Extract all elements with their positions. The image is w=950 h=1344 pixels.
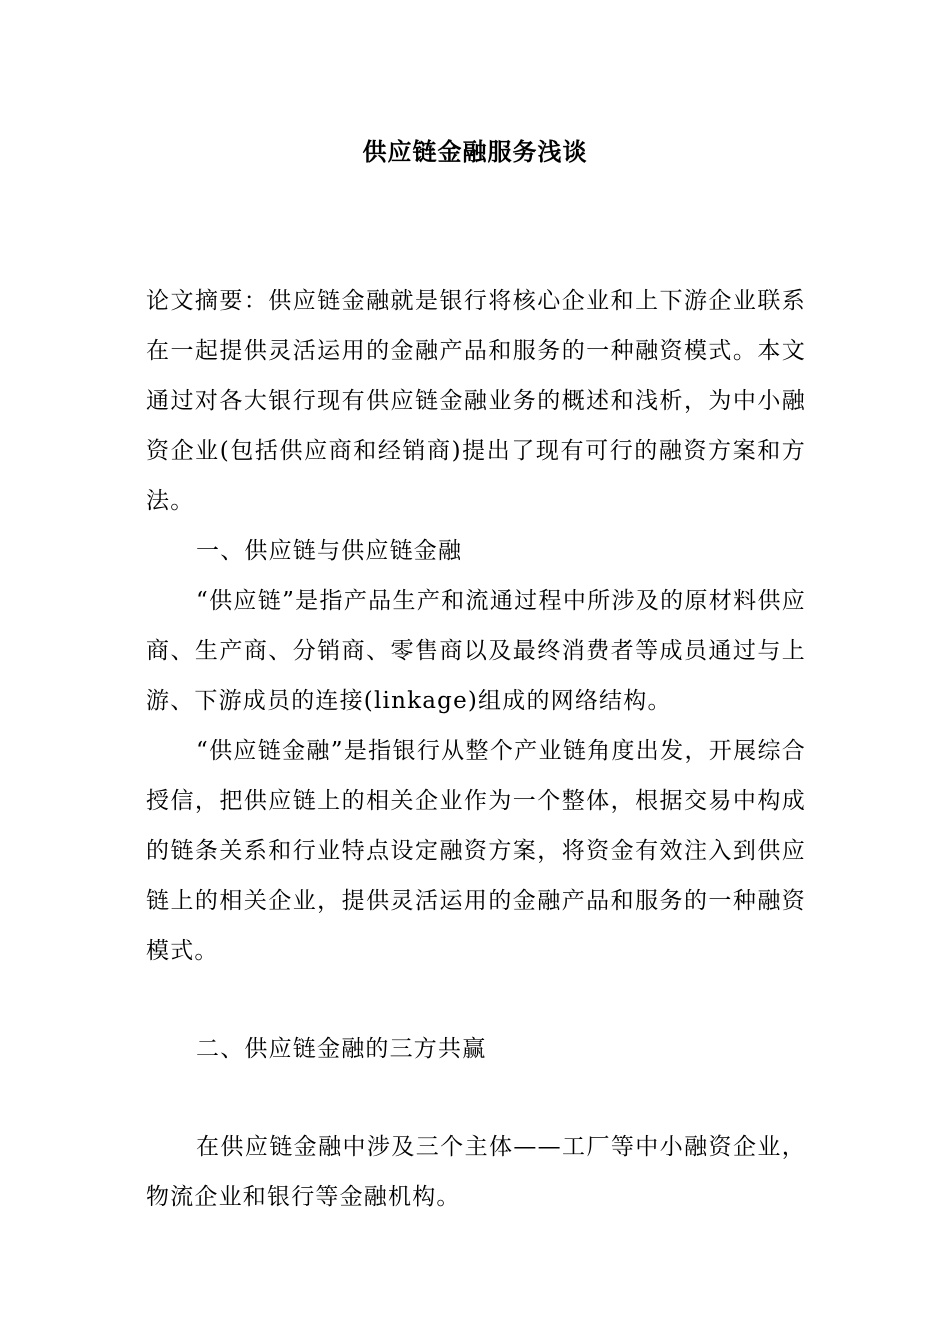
- document-title: 供应链金融服务浅谈: [362, 138, 588, 166]
- section-2-paragraph-1: 在供应链金融中涉及三个主体——工厂等中小融资企业，物流企业和银行等金融机构。: [146, 1134, 806, 1210]
- section-1-heading: 一、供应链与供应链金融: [196, 538, 463, 564]
- abstract-paragraph: 论文摘要：供应链金融就是银行将核心企业和上下游企业联系在一起提供灵活运用的金融产品和服务的一种融资模式。本文通过对各大银行现有供应链金融业务的概述和浅析，为中小融资企业(包括供应商和经销商)提出了现有可行的融资方案和方法。: [146, 288, 806, 514]
- section-1-paragraph-1: “供应链”是指产品生产和流通过程中所涉及的原材料供应商、生产商、分销商、零售商以及最终消费者等成员通过与上游、下游成员的连接(linkage)组成的网络结构。: [146, 588, 806, 714]
- section-1-paragraph-2: “供应链金融”是指银行从整个产业链角度出发，开展综合授信，把供应链上的相关企业作为一个整体，根据交易中构成的链条关系和行业特点设定融资方案，将资金有效注入到供应链上的相关企业，提供灵活运用的金融产品和服务的一种融资模式。: [146, 738, 806, 964]
- section-2-heading: 二、供应链金融的三方共赢: [196, 1036, 487, 1062]
